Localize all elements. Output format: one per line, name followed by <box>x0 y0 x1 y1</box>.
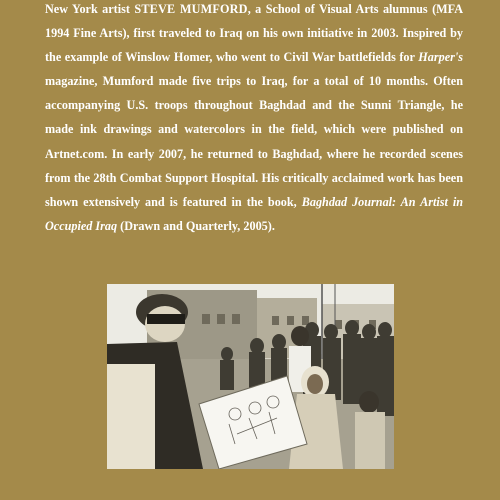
bio-text-3: magazine, Mumford made five trips to Iraq, for a total of 10 months. Often accompanying U.S. troops throughout Baghdad and the Sunni Triangle, he made ink drawings and watercolors in the field, which were published on Artnet.com. In early 2007, he returned to Baghdad, where he recorded scenes from the 28th Combat Support Hospital. His critically acclaimed work has been shown extensively and is featured in the book, <box>45 74 463 209</box>
artist-photo <box>107 284 394 469</box>
book-title: Baghdad Journal: An Artist in Occupied Iraq <box>45 194 464 233</box>
artist-name: STEVE MUMFORD <box>134 2 248 16</box>
magazine-title: Harper's <box>418 50 463 65</box>
artist-bio <box>45 0 463 238</box>
bio-text-1: New York artist <box>45 2 135 16</box>
photo-illustration <box>107 284 394 469</box>
bio-text-4: (Drawn and Quarterly, 2005). <box>117 218 275 233</box>
bio-text-2: , a School of Visual Arts alumnus (MFA 1994 Fine Arts), first traveled to Iraq on his own initiative in 2003. Inspired by the example of Winslow Homer, who went to Civil War battlefields for <box>45 2 463 65</box>
